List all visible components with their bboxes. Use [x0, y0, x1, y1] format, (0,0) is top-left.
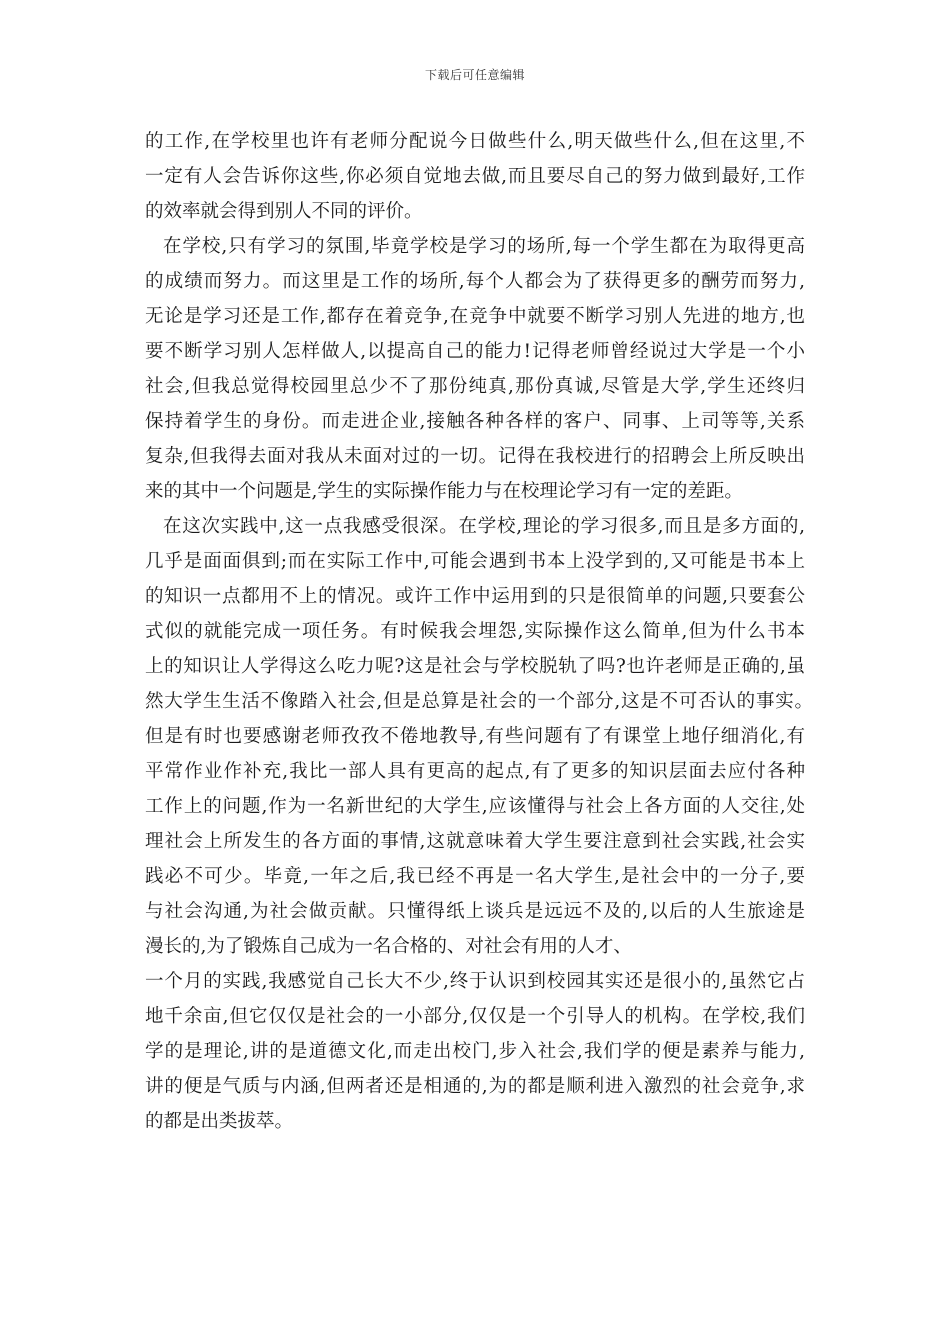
text-line: 践必不可少。毕竟,一年之后,我已经不再是一名大学生,是社会中的一分子,要 [145, 866, 805, 887]
text-line: 与社会沟通,为社会做贡献。只懂得纸上谈兵是远远不及的,以后的人生旅途是 [145, 901, 805, 922]
text-line: 几乎是面面俱到;而在实际工作中,可能会遇到书本上没学到的,又可能是书本上 [145, 551, 805, 572]
text-line: 的知识一点都用不上的情况。或许工作中运用到的只是很简单的问题,只要套公 [145, 586, 805, 607]
text-line: 的都是出类拔萃。 [145, 1111, 294, 1132]
page-header: 下载后可任意编辑 [424, 68, 525, 82]
text-line: 来的其中一个问题是,学生的实际操作能力与在校理论学习有一定的差距。 [145, 481, 743, 502]
text-line: 漫长的,为了锻炼自己成为一名合格的、对社会有用的人才、 [145, 936, 632, 957]
text-line: 要不断学习别人怎样做人,以提高自己的能力!记得老师曾经说过大学是一个小 [145, 341, 805, 362]
text-line: 复杂,但我得去面对我从未面对过的一切。记得在我校进行的招聘会上所反映出 [145, 446, 805, 467]
text-line: 然大学生生活不像踏入社会,但是总算是社会的一个部分,这是不可否认的事实。 [145, 691, 813, 712]
text-line: 的成绩而努力。而这里是工作的场所,每个人都会为了获得更多的酬劳而努力, [145, 271, 805, 292]
text-line: 一定有人会告诉你这些,你必须自觉地去做,而且要尽自己的努力做到最好,工作 [145, 166, 805, 187]
text-line: 无论是学习还是工作,都存在着竞争,在竞争中就要不断学习别人先进的地方,也 [145, 306, 805, 327]
text-line: 的工作,在学校里也许有老师分配说今日做些什么,明天做些什么,但在这里,不 [145, 131, 805, 152]
text-line: 在这次实践中,这一点我感受很深。在学校,理论的学习很多,而且是多方面的, [163, 516, 805, 537]
text-line: 工作上的问题,作为一名新世纪的大学生,应该懂得与社会上各方面的人交往,处 [145, 796, 805, 817]
text-line: 学的是理论,讲的是道德文化,而走出校门,步入社会,我们学的便是素养与能力, [145, 1041, 805, 1062]
document-body [145, 124, 813, 1139]
text-line: 的效率就会得到别人不同的评价。 [145, 201, 423, 222]
text-line: 地千余亩,但它仅仅是社会的一小部分,仅仅是一个引导人的机构。在学校,我们 [145, 1006, 805, 1027]
text-line: 在学校,只有学习的氛围,毕竟学校是学习的场所,每一个学生都在为取得更高 [163, 236, 805, 257]
text-line: 式似的就能完成一项任务。有时候我会埋怨,实际操作这么简单,但为什么书本 [145, 621, 805, 642]
text-line: 平常作业作补充,我比一部人具有更高的起点,有了更多的知识层面去应付各种 [145, 761, 805, 782]
text-line: 但是有时也要感谢老师孜孜不倦地教导,有些问题有了有课堂上地仔细消化,有 [145, 726, 805, 747]
text-line: 上的知识让人学得这么吃力呢?这是社会与学校脱轨了吗?也许老师是正确的,虽 [145, 656, 805, 677]
text-line: 保持着学生的身份。而走进企业,接触各种各样的客户、同事、上司等等,关系 [145, 411, 805, 432]
text-line: 理社会上所发生的各方面的事情,这就意味着大学生要注意到社会实践,社会实 [145, 831, 805, 852]
text-line: 讲的便是气质与内涵,但两者还是相通的,为的都是顺利进入激烈的社会竞争,求 [145, 1076, 805, 1097]
text-line: 社会,但我总觉得校园里总少不了那份纯真,那份真诚,尽管是大学,学生还终归 [145, 376, 805, 397]
text-line: 一个月的实践,我感觉自己长大不少,终于认识到校园其实还是很小的,虽然它占 [145, 971, 805, 992]
